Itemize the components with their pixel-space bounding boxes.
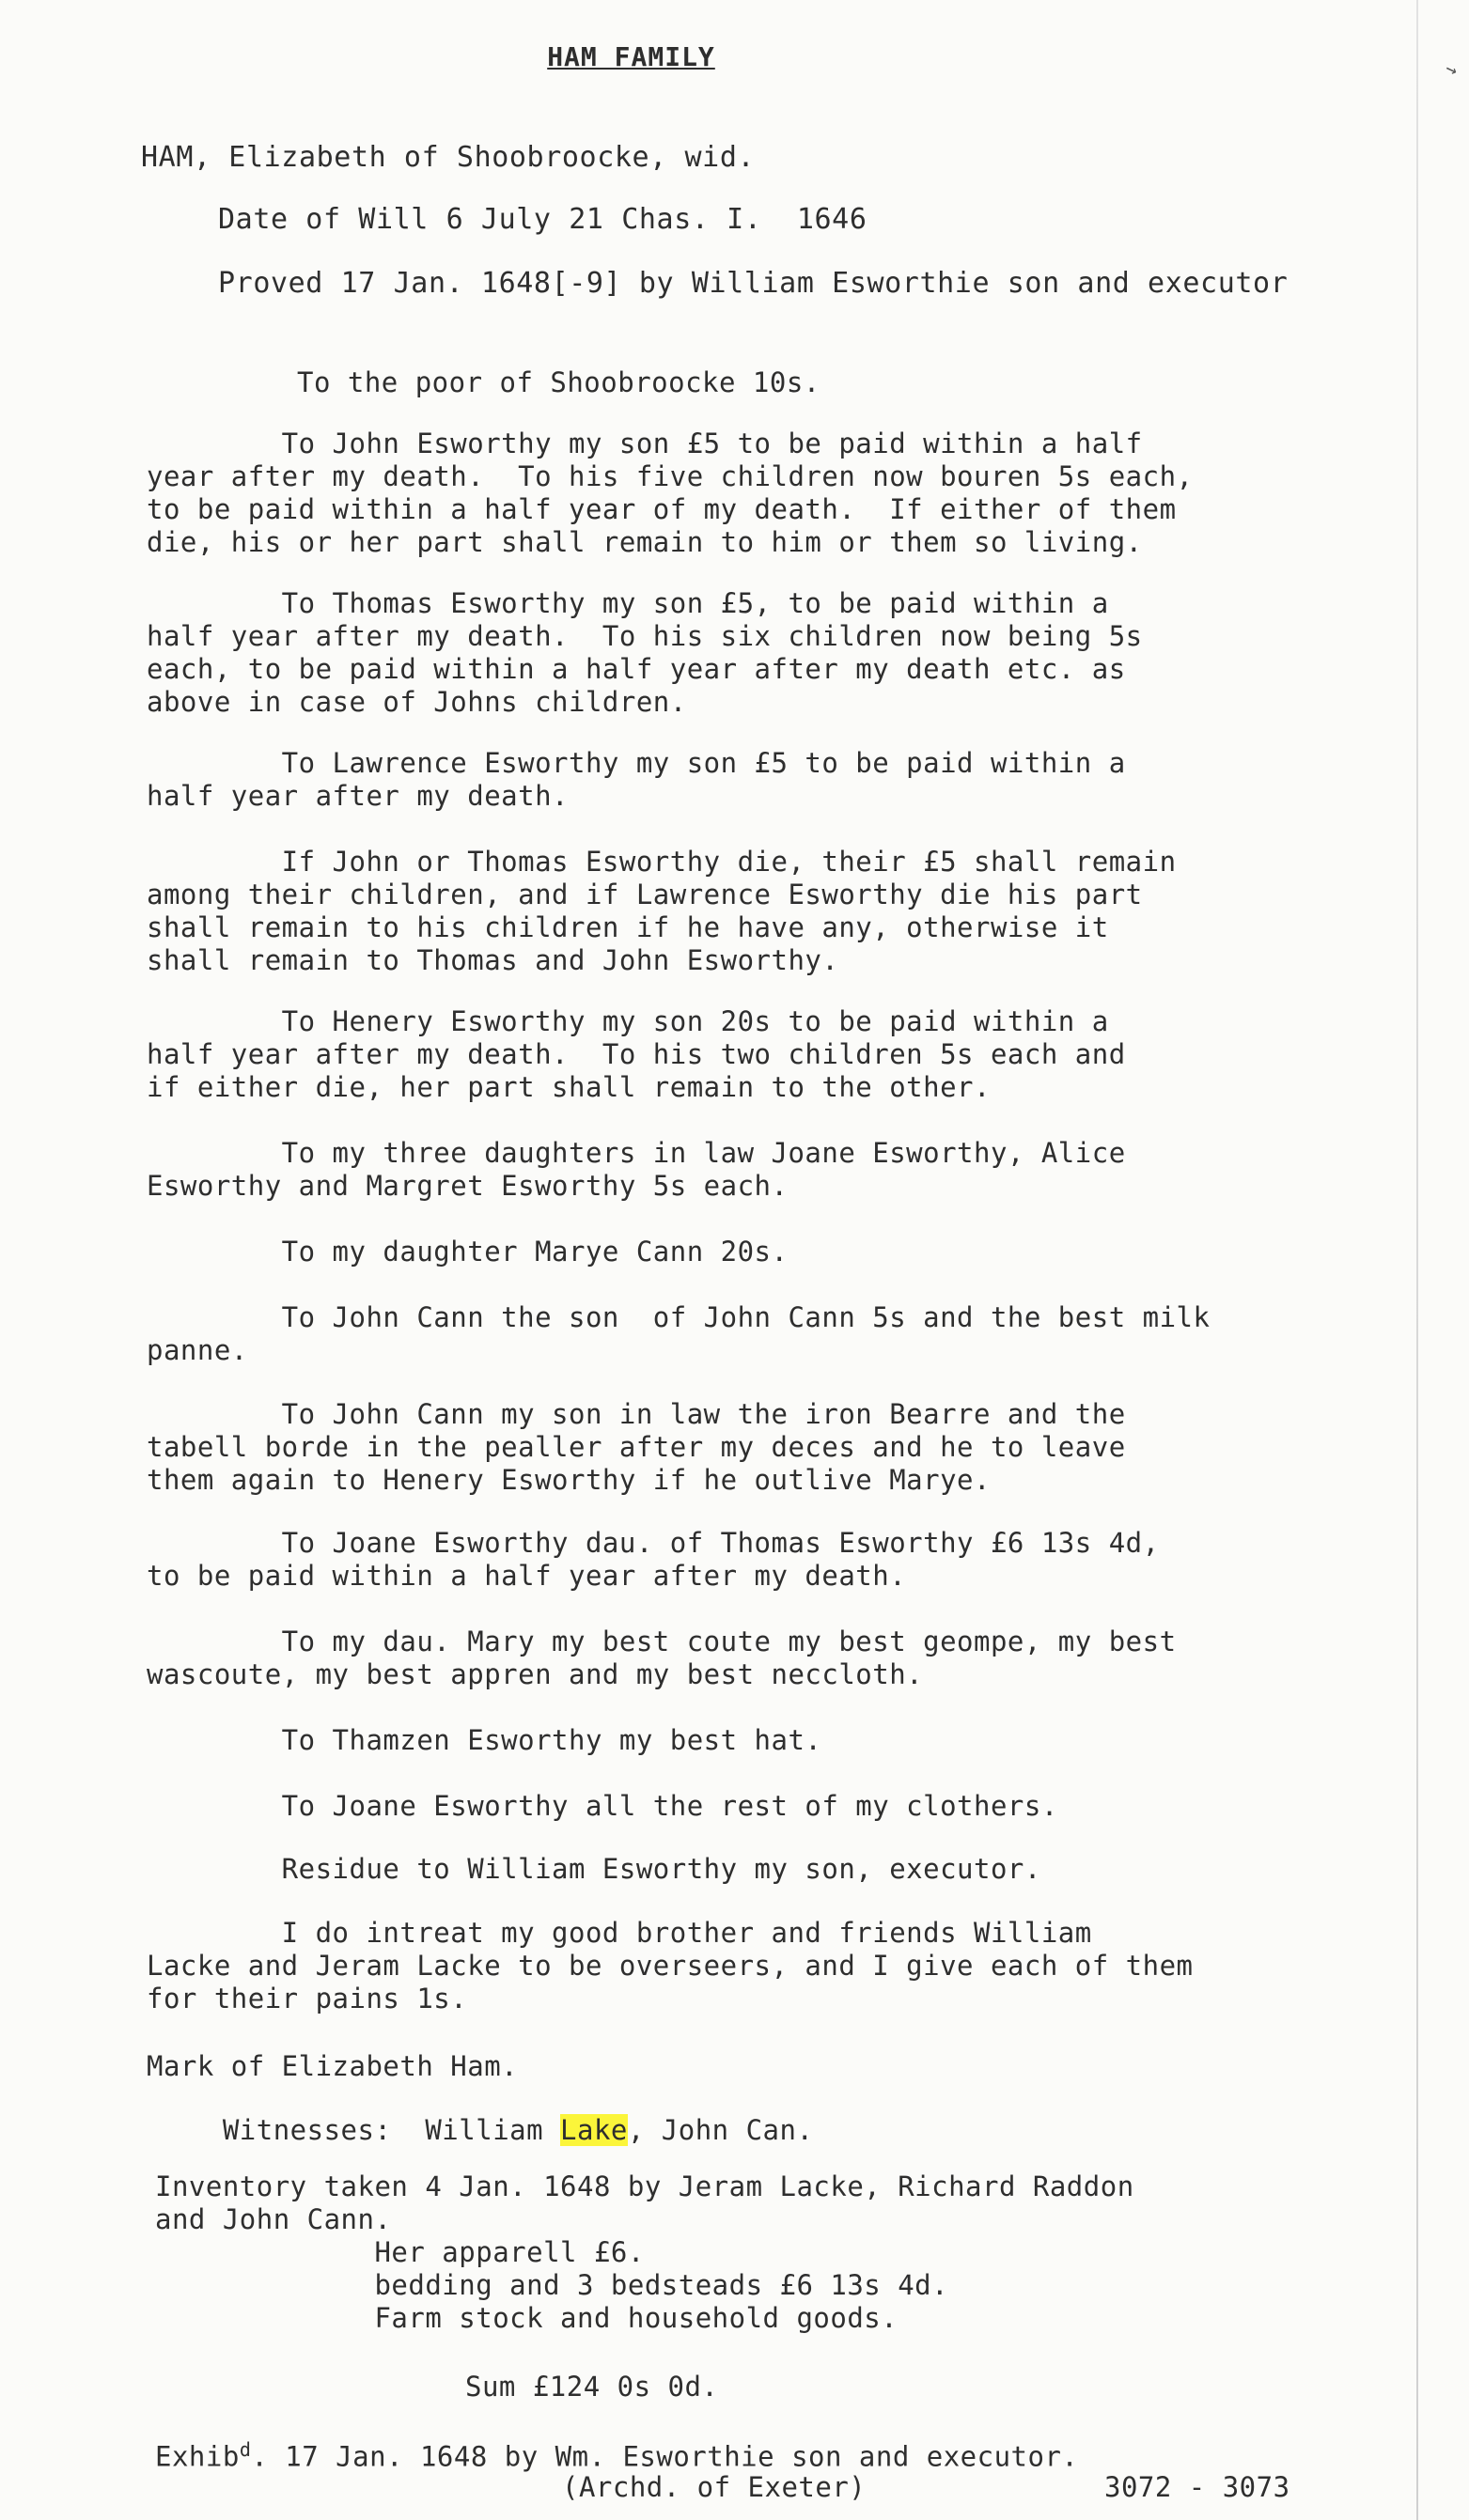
witnesses-line: [155, 2114, 813, 2147]
paragraph-line: die, his or her part shall remain to him or them so living.: [147, 526, 1143, 558]
witnesses-suffix: , John Can.: [627, 2114, 814, 2146]
exhib-superscript: d: [239, 2438, 252, 2461]
paragraph: [147, 1724, 821, 1757]
paragraph-line: I do intreat my good brother and friends William: [147, 1917, 1092, 1949]
paragraph-line: them again to Henery Esworthy if he outlive Marye.: [147, 1464, 991, 1496]
paragraph-line: To my daughter Marye Cann 20s.: [147, 1236, 789, 1268]
paragraph-line: To Thamzen Esworthy my best hat.: [147, 1724, 822, 1756]
paragraph: [147, 846, 1177, 977]
paragraph: [147, 2050, 518, 2083]
paragraph-line: half year after my death. To his two children 5s each and: [147, 1038, 1126, 1070]
inventory-block: [155, 2170, 1134, 2335]
paragraph-line: year after my death. To his five children now bouren 5s each,: [147, 460, 1194, 492]
paragraph-line: To Lawrence Esworthy my son £5 to be paid within a: [147, 747, 1126, 779]
witnesses-prefix: Witnesses: William: [155, 2114, 561, 2146]
paragraph-line: half year after my death. To his six children now being 5s: [147, 620, 1143, 652]
paragraph-line: To John Esworthy my son £5 to be paid within a half: [147, 428, 1143, 459]
paragraph: [147, 1527, 1160, 1593]
paragraph-line: among their children, and if Lawrence Esworthy die his part: [147, 879, 1143, 910]
document-title: HAM FAMILY: [547, 41, 715, 72]
page-edge: [1416, 0, 1418, 2520]
reference-numbers: 3072 - 3073: [1104, 2471, 1290, 2503]
inventory-line: Farm stock and household goods.: [155, 2302, 899, 2334]
paragraph: [147, 1917, 1194, 2015]
paragraph-line: above in case of Johns children.: [147, 686, 687, 718]
paragraph-line: wascoute, my best appren and my best neccloth.: [147, 1658, 924, 1690]
paragraph-line: Residue to William Esworthy my son, executor.: [147, 1853, 1041, 1885]
paragraph-line: to be paid within a half year of my death. If either of them: [147, 493, 1177, 525]
paragraph-line: shall remain to his children if he have any, otherwise it: [147, 911, 1109, 943]
name-line: HAM, Elizabeth of Shoobroocke, wid.: [141, 141, 756, 174]
paragraph-line: Mark of Elizabeth Ham.: [147, 2050, 519, 2082]
paragraph: [147, 1236, 788, 1268]
exhib-rest: . 17 Jan. 1648 by Wm. Esworthie son and executor.: [251, 2440, 1079, 2473]
highlighted-name: Lake: [560, 2114, 628, 2146]
paragraph-line: tabell borde in the pealler after my deces and he to leave: [147, 1431, 1126, 1463]
paragraph-line: to be paid within a half year after my death.: [147, 1560, 907, 1592]
paragraph-line: To Henery Esworthy my son 20s to be paid within a: [147, 1005, 1109, 1037]
paragraph-line: if either die, her part shall remain to the other.: [147, 1071, 991, 1103]
paragraph-line: To Thomas Esworthy my son £5, to be paid within a: [147, 587, 1109, 619]
paragraph-line: shall remain to Thomas and John Esworthy.: [147, 944, 839, 976]
paragraph: [147, 1790, 1058, 1823]
inventory-line: Her apparell £6.: [155, 2236, 645, 2268]
paragraph-line: To my dau. Mary my best coute my best geompe, my best: [147, 1626, 1177, 1657]
paragraph-line: To Joane Esworthy all the rest of my clothers.: [147, 1790, 1058, 1822]
paragraph-line: If John or Thomas Esworthy die, their £5 shall remain: [147, 846, 1177, 878]
paragraph: [147, 1398, 1126, 1497]
paragraph-line: To the poor of Shoobroocke 10s.: [297, 366, 820, 398]
paragraph-line: To Joane Esworthy dau. of Thomas Esworthy £6 13s 4d,: [147, 1527, 1160, 1559]
paragraph-line: each, to be paid within a half year after my death etc. as: [147, 653, 1126, 685]
paragraph-line: To John Cann the son of John Cann 5s and the best milk: [147, 1301, 1211, 1333]
paragraph: [147, 428, 1194, 559]
paragraph: [147, 1005, 1126, 1104]
exhibited-line: [155, 2434, 1078, 2474]
inventory-line: bedding and 3 bedsteads £6 13s 4d.: [155, 2269, 949, 2301]
paragraph: [147, 1301, 1210, 1367]
paragraph: [147, 1137, 1126, 1203]
paragraph: [147, 747, 1126, 813]
proved-line: Proved 17 Jan. 1648[-9] by William Esworthie son and executor: [218, 267, 1289, 300]
paragraph-line: To my three daughters in law Joane Esworthy, Alice: [147, 1137, 1126, 1169]
paragraph-line: To John Cann my son in law the iron Bearre and the: [147, 1398, 1126, 1430]
sum-line: Sum £124 0s 0d.: [465, 2371, 719, 2403]
paragraph: [147, 1853, 1041, 1886]
paragraph: [147, 1626, 1177, 1691]
corner-mark: ↘: [1441, 54, 1460, 81]
paragraph: [297, 366, 820, 399]
paragraph-line: for their pains 1s.: [147, 1983, 468, 2014]
paragraph-line: Esworthy and Margret Esworthy 5s each.: [147, 1170, 789, 1202]
exhib-prefix: Exhib: [155, 2440, 240, 2473]
will-date-line: Date of Will 6 July 21 Chas. I. 1646: [218, 203, 867, 236]
paragraph-line: half year after my death.: [147, 780, 569, 812]
paragraph-line: Lacke and Jeram Lacke to be overseers, and I give each of them: [147, 1950, 1194, 1982]
inventory-line: and John Cann.: [155, 2203, 392, 2235]
inventory-line: Inventory taken 4 Jan. 1648 by Jeram Lacke, Richard Raddon: [155, 2170, 1134, 2202]
archdeaconry-line: (Archd. of Exeter): [562, 2471, 867, 2503]
paragraph-line: panne.: [147, 1334, 248, 1366]
paragraph: [147, 587, 1143, 719]
